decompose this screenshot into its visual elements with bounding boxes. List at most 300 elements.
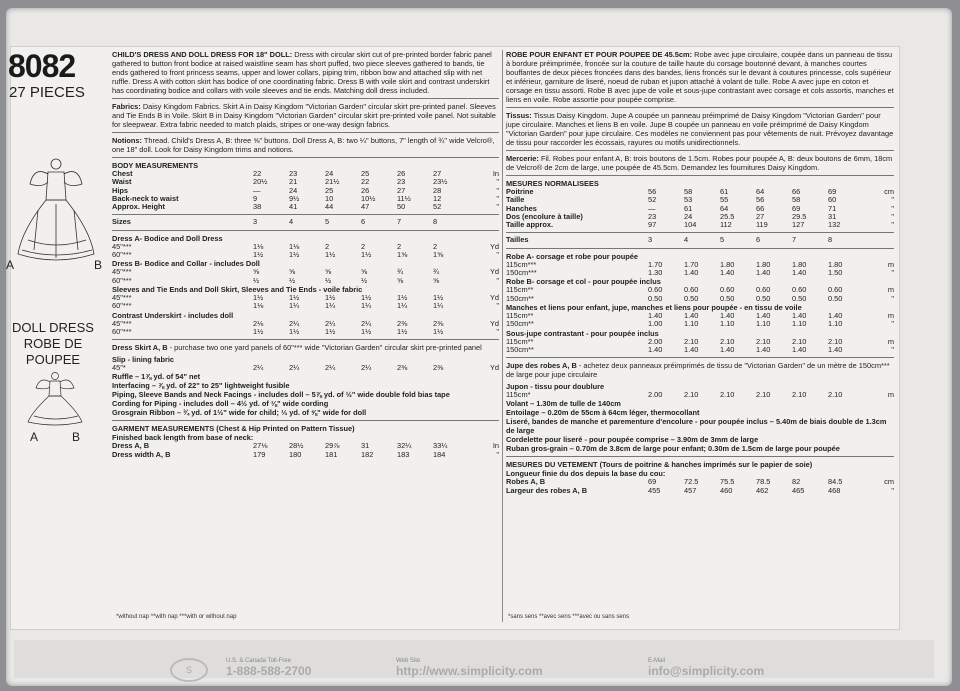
- cell-value: 0.60: [792, 285, 807, 295]
- slip-title: Slip - lining fabric: [112, 355, 175, 365]
- table-row: [506, 236, 894, 244]
- cell-value: 1.10: [756, 319, 771, 329]
- email-contact: [648, 658, 764, 678]
- cell-value: —: [648, 203, 656, 213]
- divider: [506, 456, 894, 457]
- cell-value: 1.80: [720, 259, 735, 269]
- size-cell: 6: [756, 235, 761, 245]
- doll-dress-illustration: [20, 370, 90, 428]
- table-row: [112, 302, 499, 310]
- mercerie-title: Mercerie:: [506, 154, 539, 163]
- section-title: Sleeves and Tie Ends and Doll Skirt, Sleeves and Tie Ends - voile fabric: [112, 284, 363, 294]
- cell-value: 2: [325, 241, 330, 251]
- doll-view-label-b: B: [72, 430, 81, 444]
- garment-measurements-table-fr: [506, 478, 894, 495]
- sizes-label: Tailles: [506, 235, 529, 245]
- cell-value: 2¼: [289, 363, 300, 373]
- cell-value: ½: [253, 275, 260, 285]
- divider: [112, 214, 499, 215]
- cell-value: 1½: [397, 326, 408, 336]
- email-label: E-Mail: [648, 658, 666, 664]
- unit-label: ": [496, 177, 499, 187]
- cell-value: 61: [720, 187, 729, 196]
- cell-value: 2.10: [792, 336, 807, 346]
- cell-value: 2⅜: [433, 318, 444, 328]
- row-label: 45"***: [112, 267, 132, 277]
- table-row: [506, 221, 894, 229]
- divider: [506, 232, 894, 233]
- body-measurements-title: BODY MEASUREMENTS: [112, 161, 199, 170]
- cell-value: 1.40: [684, 268, 699, 278]
- cell-value: ½: [289, 275, 296, 285]
- cell-value: 33¼: [433, 441, 448, 451]
- cell-value: 1½: [361, 292, 372, 302]
- skirt-text-fr: - achetez deux panneaux préimprimés de tissu de "Victorian Garden" de un mètre de 150cm*** de large pour jupe circulaire: [506, 361, 890, 380]
- cell-value: 1.40: [792, 344, 807, 354]
- section-title: Dress B- Bodice and Collar - includes Doll: [112, 259, 260, 269]
- cell-value: 29.5: [792, 211, 807, 221]
- table-row: [506, 320, 894, 328]
- cell-value: 1.40: [648, 310, 663, 320]
- cell-value: 1½: [397, 292, 408, 302]
- web-label: Web Site: [396, 658, 421, 664]
- cell-value: 1¼: [397, 301, 408, 311]
- cell-value: 1¼: [289, 301, 300, 311]
- divider: [506, 175, 894, 176]
- cell-value: 1½: [253, 250, 264, 260]
- cell-value: 1.40: [756, 344, 771, 354]
- tissus-title: Tissus:: [506, 111, 532, 120]
- cell-value: 10½: [361, 193, 376, 203]
- row-label: Hanches: [506, 203, 537, 213]
- cell-value: 25: [325, 185, 334, 195]
- divider: [506, 150, 894, 151]
- doll-dress-fr2: POUPEE: [25, 352, 81, 367]
- cell-value: ⅝: [289, 267, 296, 277]
- size-cell: 7: [792, 235, 797, 245]
- cell-value: 1½: [433, 326, 444, 336]
- cell-value: 0.60: [648, 285, 663, 295]
- cell-value: 1.40: [792, 310, 807, 320]
- cell-value: 69: [828, 187, 837, 196]
- unit-label: ": [891, 195, 894, 205]
- unit-label: In: [492, 169, 499, 178]
- cell-value: 0.60: [720, 285, 735, 295]
- cell-value: 69: [648, 477, 657, 487]
- size-cell: 3: [253, 217, 258, 227]
- cell-value: 56: [756, 195, 765, 205]
- cell-value: 1⅛: [253, 241, 264, 251]
- cell-value: 1.10: [720, 319, 735, 329]
- view-label-b: B: [94, 258, 103, 272]
- cell-value: 9: [253, 193, 258, 203]
- cell-value: 1.40: [756, 310, 771, 320]
- simplicity-logo-icon: S: [170, 658, 208, 682]
- table-row: [112, 251, 499, 259]
- cell-value: 2¼: [289, 318, 300, 328]
- row-label: Dress width A, B: [112, 449, 171, 459]
- yardage-table: [112, 320, 499, 337]
- cell-value: 1.80: [792, 259, 807, 269]
- cell-value: 104: [684, 220, 697, 230]
- doll-dress-en: DOLL DRESS: [12, 320, 94, 335]
- unit-label: ": [891, 220, 894, 230]
- slip-table: [112, 364, 499, 372]
- table-row: [506, 269, 894, 277]
- row-label: 45"***: [112, 318, 132, 328]
- doll-view-label-a: A: [30, 430, 39, 444]
- sizes-row-fr: [506, 236, 894, 244]
- phone-number: 1-888-588-2700: [226, 664, 312, 678]
- cell-value: 1½: [361, 326, 372, 336]
- cell-value: ⅝: [253, 267, 260, 277]
- interfacing-line-fr: Entoilage – 0.20m de 55cm à 64cm léger, thermocollant: [506, 408, 700, 418]
- cell-value: 0.60: [684, 285, 699, 295]
- cell-value: 457: [684, 485, 697, 495]
- tissus-text: Tissus Daisy Kingdom. Jupe A coupée un panneau préimprimé de Daisy Kingdom "Victorian Garden" pour jupe circulaire. Manches et liens B en voile. Jupe B coupée un panneau en voile préimprimé de Daisy Kingdom "Victorian Garden" pour jupe circulaire. Ces modèles ne conviennent pas pour vêtements de nuit. Prévoyez davantage de tissu pour raccorder les écossais, rayures ou motifs unidirectionnels.: [506, 111, 894, 147]
- cell-value: 460: [720, 485, 733, 495]
- size-cell: 7: [397, 217, 402, 227]
- cell-value: 27: [433, 169, 442, 178]
- yardage-table: [506, 261, 894, 278]
- cell-value: 9½: [289, 193, 300, 203]
- cell-value: 182: [361, 449, 374, 459]
- section-title: Contrast Underskirt - includes doll: [112, 310, 234, 320]
- divider: [506, 107, 894, 108]
- divider: [112, 157, 499, 158]
- cell-value: 2¼: [325, 363, 336, 373]
- cell-value: 12: [433, 193, 442, 203]
- cell-value: 2: [397, 241, 402, 251]
- cell-value: 2: [361, 241, 366, 251]
- cell-value: 27: [397, 185, 406, 195]
- piece-count: 27 PIECES: [9, 84, 85, 101]
- grosgrain-line: Grosgrain Ribbon – ¾ yd. of 1½" wide for child; ⅓ yd. of ⅝" wide for doll: [112, 408, 367, 418]
- table-row: [506, 487, 894, 495]
- body-measurements-table-fr: [506, 188, 894, 229]
- cell-value: 50: [397, 202, 406, 212]
- notions-text: Thread. Child's Dress A, B: three ⅝" buttons. Doll Dress A, B: two ¼" buttons, 7" length of ¾" wide Velcro®, one 18" doll. Look for Daisy Kingdom trims and notions.: [112, 136, 495, 154]
- cell-value: ½: [325, 275, 332, 285]
- cell-value: 1¼: [361, 301, 372, 311]
- cell-value: 1.10: [684, 319, 699, 329]
- cell-value: 24: [325, 169, 334, 178]
- divider: [112, 420, 499, 421]
- cell-value: 31: [361, 441, 370, 451]
- cell-value: 1⅛: [253, 301, 264, 311]
- yardage-table: [112, 294, 499, 311]
- cell-value: 1½: [289, 250, 300, 260]
- cell-value: 1.40: [720, 310, 735, 320]
- piping-line-fr: Liseré, bandes de manche et parementure d'encolure - pour poupée inclus – 5.40m de biais double de 1.3cm de large: [506, 417, 887, 436]
- unit-label: ": [496, 301, 499, 311]
- cell-value: —: [253, 185, 261, 195]
- cell-value: 1.80: [828, 259, 843, 269]
- cell-value: 1.50: [828, 268, 843, 278]
- table-row: [506, 295, 894, 303]
- unit-label: Yd: [489, 241, 499, 251]
- cell-value: 0.60: [828, 285, 843, 295]
- cell-value: 2⅛: [253, 318, 264, 328]
- row-label: 115cm**: [506, 336, 534, 346]
- garment-measurements-table: [112, 442, 499, 459]
- child-dress-illustration: [8, 150, 104, 268]
- unit-label: m: [887, 285, 894, 295]
- unit-label: ": [496, 185, 499, 195]
- intro-text: Dress with circular skirt cut of pre-printed border fabric panel gathered to button front bodice at raised waistline seam has short puffed, two piece sleeves gathered to bands, tie ends gathered to front princess seams, upper and lower collars, piping trim, ribbon bow and attached slip with net ruffle. Dress A with cotton skirt has bodice of one coordinating fabric. Dress B with voile skirt and contrast underskirt has coordinating bodice and collars with voile sleeves and tie ends. Matching doll dress included.: [112, 50, 492, 95]
- cell-value: 23: [397, 177, 406, 187]
- unit-label: m: [887, 259, 894, 269]
- cell-value: 27⅛: [253, 441, 268, 451]
- cell-value: 2¼: [361, 318, 372, 328]
- row-label: Waist: [112, 177, 132, 187]
- cell-value: 1.40: [720, 344, 735, 354]
- cell-value: 0.50: [756, 293, 771, 303]
- unit-label: ": [891, 268, 894, 278]
- cell-value: 47: [361, 202, 370, 212]
- cell-value: ¾: [397, 267, 404, 277]
- divider: [112, 98, 499, 99]
- divider: [506, 357, 894, 358]
- row-label: 45"***: [112, 241, 132, 251]
- table-row: [506, 391, 894, 399]
- cell-value: 2.10: [828, 390, 843, 400]
- phone-label: U.S. & Canada Toll-Free: [226, 658, 291, 664]
- fabrics-paragraph: [112, 102, 499, 129]
- cell-value: 2⅜: [397, 318, 408, 328]
- cell-value: 53: [684, 195, 693, 205]
- cell-value: ⅝: [397, 275, 404, 285]
- intro-text-fr: Robe avec jupe circulaire, coupée dans un panneau de tissu à bordure préimprimée, froncée sur la couture de taille haute du corsage boutonné devant, à manches courtes bouffantes de deux pièces froncées dans des bandes, liens froncés sur le devant à coutures princesse, cols supérieur et inférieur, garniture de liseré, noeud de ruban et jupon attaché à volant de tulle. Robe A avec jupe en coton et corsage en tissu assorti. Robe B avec jupe de voile et sous-jupe contrastant avec corsage et cols assortis, manches et liens en voile. Robe assortie pour poupée comprise.: [506, 50, 894, 104]
- cell-value: 75.5: [720, 477, 735, 487]
- unit-label: ": [496, 193, 499, 203]
- unit-label: m: [887, 310, 894, 320]
- unit-label: ": [891, 319, 894, 329]
- grosgrain-line-fr: Ruban gros-grain – 0.70m de 3.8cm de large pour enfant; 0.30m de 1.5cm de large pour poupée: [506, 444, 840, 454]
- cell-value: 44: [325, 202, 334, 212]
- cell-value: 2.10: [720, 336, 735, 346]
- cell-value: 179: [253, 449, 266, 459]
- cell-value: ¾: [433, 267, 440, 277]
- yardage-sections-fr: [506, 252, 894, 354]
- cell-value: 1½: [361, 250, 372, 260]
- cell-value: 1.00: [648, 319, 663, 329]
- cell-value: 66: [756, 203, 765, 213]
- cell-value: 1.40: [684, 310, 699, 320]
- divider: [112, 339, 499, 340]
- yardage-table: [112, 268, 499, 285]
- cell-value: 180: [289, 449, 302, 459]
- cell-value: 1½: [433, 292, 444, 302]
- unit-label: Yd: [489, 267, 499, 277]
- size-cell: 8: [433, 217, 438, 227]
- cell-value: 26: [361, 185, 370, 195]
- email-link[interactable]: info@simplicity.com: [648, 664, 765, 678]
- fabrics-title: Fabrics:: [112, 102, 141, 111]
- cell-value: 1.70: [648, 259, 663, 269]
- yardage-table: [112, 243, 499, 260]
- web-link[interactable]: http://www.simplicity.com: [396, 664, 543, 678]
- cording-line-fr: Cordelette pour liseré - pour poupée comprise – 3.90m de 3mm de large: [506, 435, 759, 445]
- cell-value: 1½: [325, 326, 336, 336]
- cell-value: 2⅜: [397, 363, 408, 373]
- cell-value: 112: [720, 220, 732, 230]
- cell-value: 32¼: [397, 441, 412, 451]
- cell-value: 61: [684, 203, 693, 213]
- cell-value: 58: [792, 195, 801, 205]
- cell-value: ⅝: [361, 267, 368, 277]
- row-label: 150cm**: [506, 293, 534, 303]
- cell-value: 71: [828, 203, 837, 213]
- intro-paragraph-fr: [506, 50, 894, 104]
- cell-value: 127: [792, 220, 805, 230]
- cell-value: 183: [397, 449, 410, 459]
- unit-label: cm: [884, 477, 894, 487]
- cell-value: ⅝: [325, 267, 332, 277]
- cell-value: 1½: [289, 326, 300, 336]
- row-label: 60"***: [112, 301, 132, 311]
- cell-value: 25: [361, 169, 370, 178]
- cell-value: 2.10: [720, 390, 735, 400]
- cell-value: 132: [828, 220, 841, 230]
- interfacing-line: Interfacing – ⅞ yd. of 22" to 25" lightweight fusible: [112, 381, 290, 391]
- cell-value: 2.10: [756, 390, 771, 400]
- table-row: [112, 203, 499, 211]
- cell-value: 1.10: [828, 319, 843, 329]
- cell-value: 22: [361, 177, 370, 187]
- row-label: Dos (encolure à taille): [506, 211, 583, 221]
- cell-value: 0.50: [792, 293, 807, 303]
- cell-value: ⅝: [433, 275, 440, 285]
- unit-label: ": [496, 250, 499, 260]
- cell-value: 1.40: [828, 310, 843, 320]
- skirt-title-fr: Jupe des robes A, B: [506, 361, 577, 371]
- cell-value: 0.50: [684, 293, 699, 303]
- cell-value: 97: [648, 220, 657, 230]
- notions-paragraph: [112, 136, 499, 154]
- row-label: 60"***: [112, 250, 132, 260]
- table-row: [112, 218, 499, 226]
- cell-value: 1.40: [792, 268, 807, 278]
- intro-paragraph: [112, 50, 499, 95]
- size-cell: 8: [828, 235, 833, 245]
- cell-value: 78.5: [756, 477, 771, 487]
- garment-measurements-title-fr: MESURES DU VETEMENT (Tours de poitrine & hanches imprimés sur le papier de soie): [506, 460, 813, 470]
- cell-value: 2.10: [756, 336, 771, 346]
- yardage-table: [506, 338, 894, 355]
- cell-value: 31: [828, 211, 837, 221]
- row-label: 115cm*: [506, 390, 531, 400]
- cell-value: 184: [433, 449, 446, 459]
- intro-title: CHILD'S DRESS AND DOLL DRESS FOR 18" DOLL:: [112, 50, 293, 59]
- row-label: Poitrine: [506, 187, 534, 196]
- notions-title: Notions:: [112, 136, 142, 145]
- row-label: Back-neck to waist: [112, 193, 179, 203]
- cell-value: 465: [792, 485, 805, 495]
- unit-label: ": [891, 203, 894, 213]
- cell-value: 0.60: [756, 285, 771, 295]
- row-label: Taille approx.: [506, 220, 554, 230]
- cell-value: 1½: [253, 292, 264, 302]
- phone-contact: [226, 658, 311, 678]
- size-cell: 5: [325, 217, 330, 227]
- cell-value: 23: [289, 169, 298, 178]
- cell-value: 28: [433, 185, 442, 195]
- skirt-paragraph-fr: [506, 361, 894, 379]
- ruffle-line: Ruffle – 1⅞ yd. of 54" net: [112, 372, 201, 382]
- unit-label: ": [891, 485, 894, 495]
- cell-value: 1½: [289, 292, 300, 302]
- cell-value: 1⅛: [289, 241, 300, 251]
- row-label: Largeur des robes A, B: [506, 485, 588, 495]
- row-label: Hips: [112, 185, 129, 195]
- cell-value: 462: [756, 485, 769, 495]
- finished-length-label: Finished back length from base of neck:: [112, 433, 254, 443]
- cell-value: 58: [684, 187, 693, 196]
- cell-value: 60: [828, 195, 837, 205]
- section-title: Robe A- corsage et robe pour poupée: [506, 251, 638, 261]
- cell-value: 1.30: [648, 268, 663, 278]
- column-divider: [502, 50, 503, 622]
- table-row: [112, 364, 499, 372]
- finished-length-label-fr: Longueur finie du dos depuis la base du cou:: [506, 469, 666, 479]
- row-label: 45"***: [112, 292, 132, 302]
- cell-value: 1.40: [756, 268, 771, 278]
- row-label: 150cm**: [506, 319, 534, 329]
- row-label: 60"***: [112, 326, 132, 336]
- cell-value: 455: [648, 485, 661, 495]
- cell-value: 1.40: [720, 268, 735, 278]
- cell-value: 119: [756, 220, 768, 230]
- french-column: [506, 50, 894, 495]
- cell-value: 2¼: [325, 318, 336, 328]
- divider: [506, 248, 894, 249]
- cell-value: 1⅝: [433, 250, 444, 260]
- cell-value: 181: [325, 449, 338, 459]
- cell-value: 1.40: [828, 344, 843, 354]
- row-label: Chest: [112, 169, 133, 178]
- cell-value: 468: [828, 485, 841, 495]
- table-row: [112, 268, 499, 276]
- cell-value: 1½: [325, 292, 336, 302]
- cording-line: Cording for Piping - includes doll – 4½ yd. of ⅛" wide cording: [112, 399, 329, 409]
- divider: [112, 230, 499, 231]
- web-contact: [396, 658, 543, 678]
- unit-label: In: [492, 441, 499, 451]
- pattern-number: 8082: [8, 48, 76, 84]
- size-cell: 4: [289, 217, 294, 227]
- unit-label: ": [891, 211, 894, 221]
- cell-value: 64: [756, 187, 765, 196]
- row-label: Robes A, B: [506, 477, 546, 487]
- cell-value: 0.50: [720, 293, 735, 303]
- view-label-a: A: [6, 258, 15, 272]
- mercerie-paragraph: [506, 154, 894, 172]
- unit-label: Yd: [489, 363, 499, 373]
- unit-label: Yd: [489, 318, 499, 328]
- table-row: [112, 277, 499, 285]
- section-title: Manches et liens pour enfant, jupe, manches et liens pour poupée - en tissu de voile: [506, 302, 802, 312]
- size-cell: 5: [720, 235, 725, 245]
- row-label: Approx. Height: [112, 202, 165, 212]
- size-cell: 6: [361, 217, 366, 227]
- cell-value: 1¼: [325, 301, 336, 311]
- cell-value: 11½: [397, 193, 411, 203]
- unit-label: ": [891, 344, 894, 354]
- section-title: Sous-jupe contrastant - pour poupée inclus: [506, 328, 659, 338]
- cell-value: 23: [648, 211, 657, 221]
- cell-value: 52: [433, 202, 442, 212]
